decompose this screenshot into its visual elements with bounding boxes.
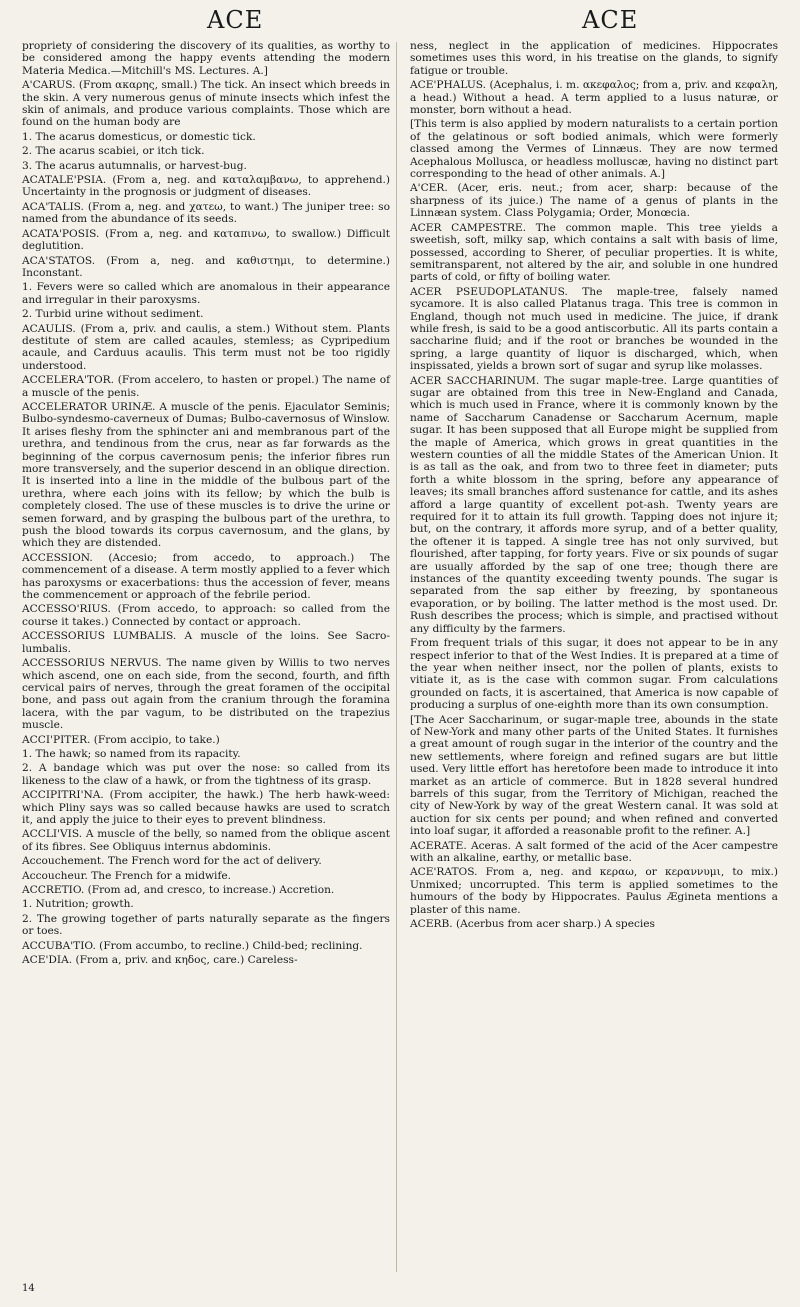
dictionary-entry: ACE'PHALUS. (Acephalus, i. m. ακεφαλος; from a, priv. and κεφαλη, a head.) Without a head. A term applied to a lusus naturæ, or monster, born without a head. xyxy=(410,79,778,117)
dictionary-entry: ACERATE. Aceras. A salt formed of the acid of the Acer campestre with an alkaline, earthy, or metallic base. xyxy=(410,839,778,864)
dictionary-entry: 2. Turbid urine without sediment. xyxy=(22,308,204,321)
dictionary-entry: propriety of considering the discovery of its qualities, as worthy to be considered among the happy events attending the modern Materia Medica.—Mitchill's MS. Lectures. A.] xyxy=(22,40,390,77)
page-number: 14 xyxy=(22,1283,35,1294)
dictionary-entry: ACCLI'VIS. A muscle of the belly, so named from the oblique ascent of its fibres. See Obliquus internus abdominis. xyxy=(22,828,390,853)
dictionary-entry: ACCELERA'TOR. (From accelero, to hasten or propel.) The name of a muscle of the penis. xyxy=(22,374,390,399)
dictionary-entry: ACCRETIO. (From ad, and cresco, to increase.) Accretion. xyxy=(22,884,335,896)
dictionary-entry: ACER CAMPESTRE. The common maple. This tree yields a sweetish, soft, milky sap, which contains a salt with basis of lime, possessed, according to Sherer, of peculiar properties. It is white, semitransparent, not altered by the air, and soluble in one hundred parts of cold, or fifty of boiling water. xyxy=(410,221,778,284)
dictionary-entry: ACCESSO'RIUS. (From accedo, to approach: so called from the course it takes.) Connected by contact or approach. xyxy=(22,603,390,628)
dictionary-entry: 2. The growing together of parts naturally separate as the fingers or toes. xyxy=(22,912,390,938)
dictionary-entry: ACA'STATOS. (From a, neg. and καθιστημι, to determine.) Inconstant. xyxy=(22,254,390,279)
dictionary-entry: ACCIPITRI'NA. (From accipiter, the hawk.) The herb hawk-weed: which Pliny says was so called because hawks are used to scratch it, and apply the juice to their eyes to prevent blindness. xyxy=(22,789,390,826)
dictionary-entry: A'CER. (Acer, eris. neut.; from acer, sharp: because of the sharpness of its juice.) The name of a genus of plants in the Linnæan system. Class Polygamia; Order, Monœcia. xyxy=(410,182,778,220)
dictionary-entry: ACE'DIA. (From a, priv. and κηδος, care.) Careless- xyxy=(22,954,298,967)
dictionary-entry: [This term is also applied by modern naturalists to a certain portion of the gelatinous or soft bodied animals, which were formerly classed among the Vermes of Linnæus. They are now termed Acephalous Mollusca, or headless molluscæ, having no distinct part corresponding to the head of other animals. A.] xyxy=(410,118,778,181)
dictionary-entry: 2. The acarus scabiei, or itch tick. xyxy=(22,145,205,158)
dictionary-entry: ACATALE'PSIA. (From a, neg. and καταλαμβανω, to apprehend.) Uncertainty in the prognosis or judgment of diseases. xyxy=(22,174,390,199)
left-column xyxy=(22,40,390,968)
dictionary-entry: 1. The acarus domesticus, or domestic tick. xyxy=(22,130,256,143)
dictionary-entry: ACATA'POSIS. (From a, neg. and καταπινω, to swallow.) Difficult deglutition. xyxy=(22,227,390,253)
dictionary-entry: From frequent trials of this sugar, it does not appear to be in any respect inferior to that of the West Indies. It is prepared at a time of the year when neither insect, nor the pollen of plants, exists to vitiate it, as is the case with common sugar. From calculations grounded on facts, it is ascertained, that America is now capable of producing a surplus of one-eighth more than its own consumption. xyxy=(410,637,778,712)
header-right: ACE xyxy=(582,6,639,34)
column-divider xyxy=(396,42,397,1272)
dictionary-entry: 1. Fevers were so called which are anomalous in their appearance and irregular in their paroxysms. xyxy=(22,281,390,306)
dictionary-entry: A'CARUS. (From ακαρης, small.) The tick. An insect which breeds in the skin. A very numerous genus of minute insects which infest the skin of animals, and produce various complaints. Those which are found on the human body are xyxy=(22,79,390,129)
dictionary-entry: ACCUBA'TIO. (From accumbo, to recline.) Child-bed; reclining. xyxy=(22,939,363,952)
dictionary-entry: 2. A bandage which was put over the nose: so called from its likeness to the claw of a hawk, or from the tightness of its grasp. xyxy=(22,762,390,787)
dictionary-entry: ACERB. (Acerbus from acer sharp.) A species xyxy=(410,918,655,931)
dictionary-entry: ACAULIS. (From a, priv. and caulis, a stem.) Without stem. Plants destitute of stem are called acaules, stemless; as Cypripedium acaule, and Carduus acaulis. This term must not be too rigidly understood. xyxy=(22,322,390,372)
dictionary-entry: Accoucheur. The French for a midwife. xyxy=(22,869,231,882)
dictionary-entry: ACCI'PITER. (From accipio, to take.) xyxy=(22,733,220,746)
dictionary-entry: ACER SACCHARINUM. The sugar maple-tree. Large quantities of sugar are obtained from this tree in New-England and Canada, which is much used in France, where it is commonly known by the name of Saccharum Canadense or Saccharum Acernum, maple sugar. It has been supposed that all Europe might be supplied from the maple of America, which grows in great quantities in the western counties of all the middle States of the American Union. It is as tall as the oak, and from two to three feet in diameter; puts forth a white blossom in the spring, before any appearance of leaves; its small branches afford sustenance for cattle, and its ashes afford a large quantity of excellent pot-ash. Twenty years are required for it to attain its full growth. Tapping does not injure it; but, on the contrary, it affords more syrup, and of a better quality, the oftener it is tapped. A single tree has not only survived, but flourished, after tapping, for forty years. Five or six pounds of sugar are usually afforded by the sap of one tree; though there are instances of the quantity exceeding twenty pounds. The sugar is separated from the sap either by freezing, by spontaneous evaporation, or by boiling. The latter method is the most used. Dr. Rush describes the process; which is simple, and practised without any difficulty by the farmers. xyxy=(410,374,778,635)
dictionary-entry: 1. The hawk; so named from its rapacity. xyxy=(22,747,241,760)
dictionary-entry: [The Acer Saccharinum, or sugar-maple tree, abounds in the state of New-York and many other parts of the United States. It furnishes a great amount of rough sugar in the interior of the country and the new settlements, where foreign and refined sugars are but little used. Very little effort has heretofore been made to introduce it into market as an article of commerce. But in 1828 several hundred barrels of this sugar, from the Territory of Michigan, reached the city of New-York by way of the great Western canal. It was sold at auction for six cents per pound; and when refined and converted into loaf sugar, it afforded a reasonable profit to the refiner. A.] xyxy=(410,713,778,838)
dictionary-entry: Accouchement. The French word for the act of delivery. xyxy=(22,855,322,868)
dictionary-entry: 3. The acarus autumnalis, or harvest-bug. xyxy=(22,159,247,172)
header-left: ACE xyxy=(207,6,264,34)
dictionary-entry: ACE'RATOS. From a, neg. and κεραω, or κεραννυμι, to mix.) Unmixed; uncorrupted. This term is applied sometimes to the humours of the body by Hippocrates. Paulus Ægineta mentions a plaster of this name. xyxy=(410,866,778,916)
right-column xyxy=(410,40,778,932)
dictionary-entry: ACER PSEUDOPLATANUS. The maple-tree, falsely named sycamore. It is also called Platanus traga. This tree is common in England, though not much used in medicine. The juice, if drank while fresh, is said to be a good antiscorbutic. All its parts contain a saccharine fluid; and if the root or branches be wounded in the spring, a large quantity of liquor is discharged, which, when inspissated, yields a brown sort of sugar and syrup like molasses. xyxy=(410,285,778,373)
dictionary-entry: ACA'TALIS. (From a, neg. and χατεω, to want.) The juniper tree: so named from the abundance of its seeds. xyxy=(22,200,390,226)
dictionary-entry: ACCESSORIUS LUMBALIS. A muscle of the loins. See Sacro-lumbalis. xyxy=(22,630,390,655)
dictionary-entry: ACCESSION. (Accesio; from accedo, to approach.) The commencement of a disease. A term mostly applied to a fever which has paroxysms or exacerbations: thus the accession of fever, means the commencement or approach of the febrile period. xyxy=(22,551,390,602)
dictionary-entry: ACCELERATOR URINÆ. A muscle of the penis. Ejaculator Seminis; Bulbo-syndesmo-caverneux of Dumas; Bulbo-cavernosus of Winslow. It arises fleshy from the sphincter ani and membranous part of the urethra, and tendinous from the crus, near as far forwards as the beginning of the corpus cavernosum penis; the inferior fibres run more transversely, and the superior descend in an oblique direction. It is inserted into a line in the middle of the bulbous part of the urethra, where each joins with its fellow; by which the bulb is completely closed. The use of these muscles is to drive the urine or semen forward, and by grasping the bulbous part of the urethra, to push the blood towards its corpus cavernosum, and the glans, by which they are distended. xyxy=(22,400,390,550)
running-header xyxy=(22,0,780,40)
dictionary-entry: 1. Nutrition; growth. xyxy=(22,898,134,911)
dictionary-entry: ACCESSORIUS NERVUS. The name given by Willis to two nerves which ascend, one on each side, from the second, fourth, and fifth cervical pairs of nerves, through the great foramen of the occipital bone, and pass out again from the cranium through the foramina lacera, with the par vagum, to be distributed on the trapezius muscle. xyxy=(22,657,390,732)
dictionary-entry: ness, neglect in the application of medicines. Hippocrates sometimes uses this word, in his treatise on the glands, to signify fatigue or trouble. xyxy=(410,40,778,77)
